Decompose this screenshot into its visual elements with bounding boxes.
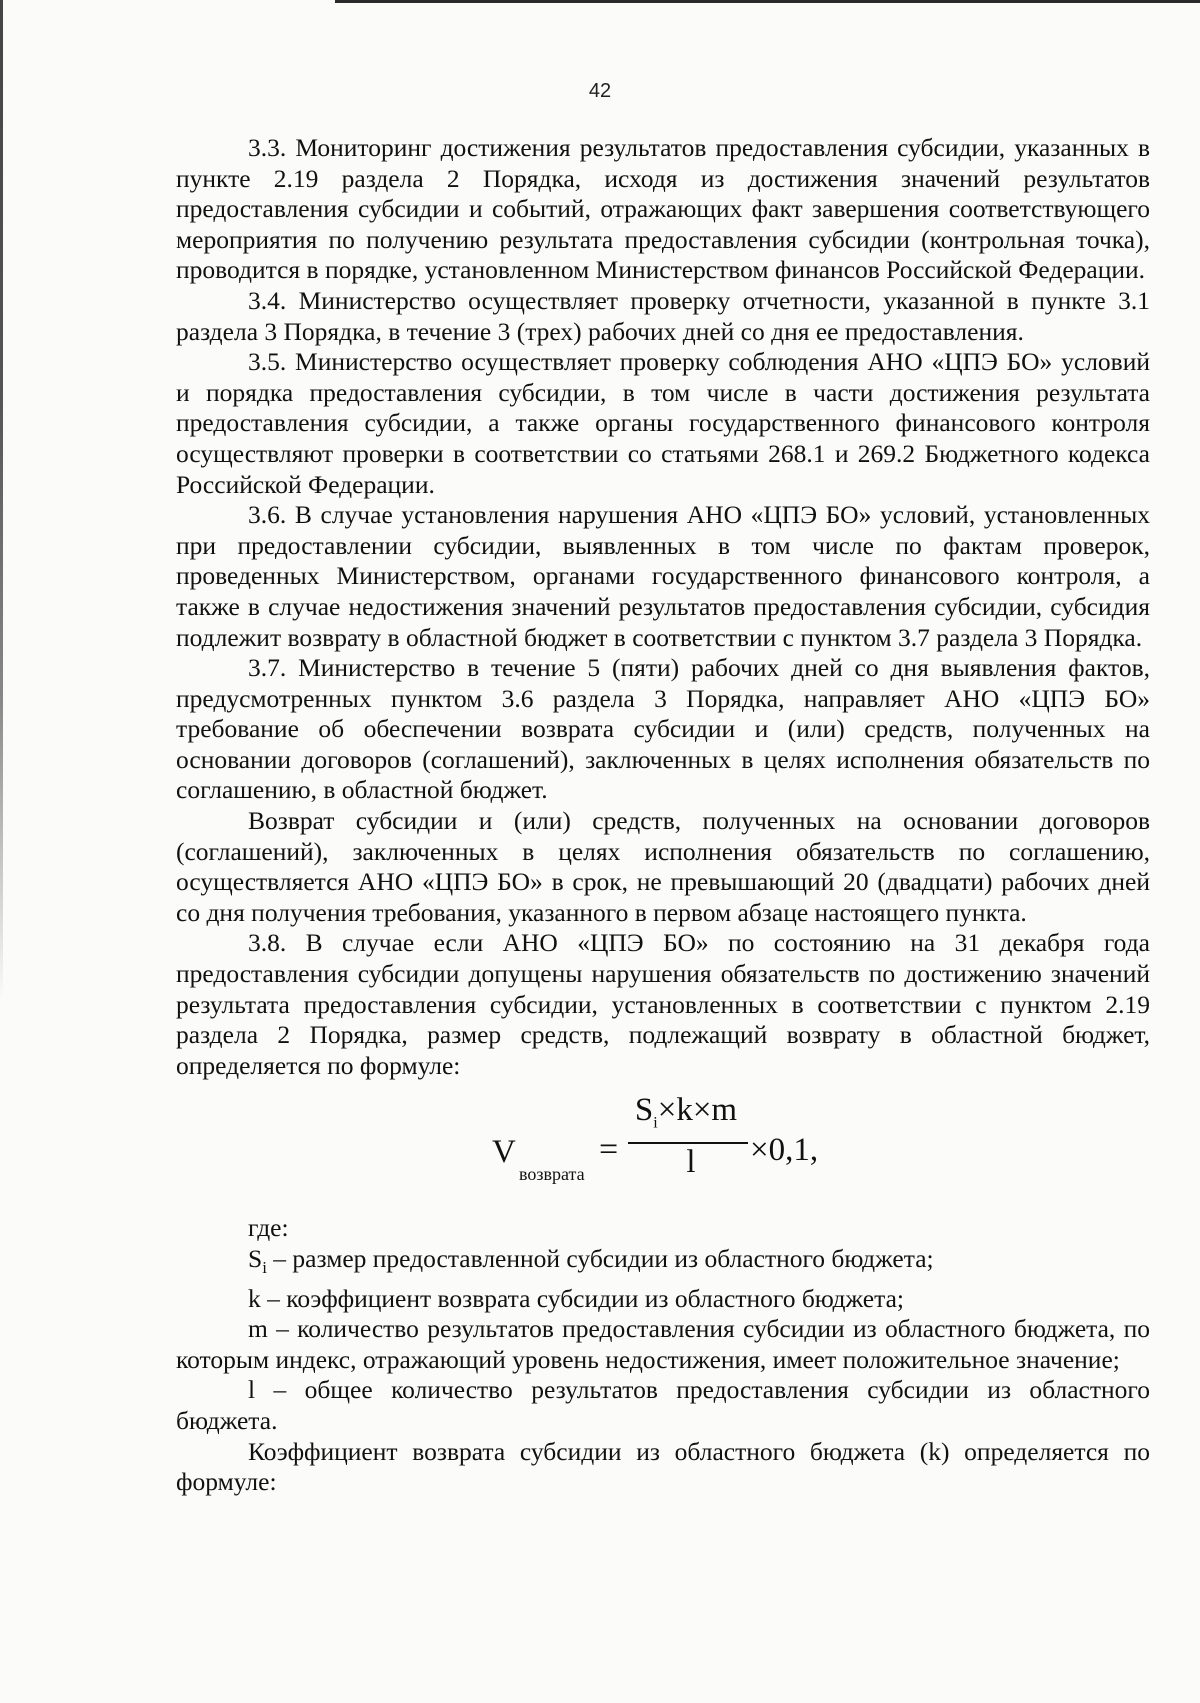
closing-paragraph: Коэффициент возврата субсидии из областного бюджета (k) определяется по формуле: (176, 1436, 1150, 1497)
formula-tail: ×0,1, (750, 1132, 819, 1169)
definition-si-symbol: S (248, 1244, 263, 1273)
return-formula (176, 1092, 1150, 1213)
paragraph-3-6: 3.6. В случае установления нарушения АНО «ЦПЭ БО» условий, установленных при предоставлении субсидии, выявленных в том числе по фактам проверок, проведенных Министерством, органами государственного финансового контроля, а также в случае недостижения значений результатов предоставления субсидии, субсидия подлежит возврату в областной бюджет в соответствии с пунктом 3.7 раздела 3 Порядка. (176, 500, 1150, 652)
definition-m: m – количество результатов предоставления субсидии из областного бюджета, по которым индекс, отражающий уровень недостижения, имеет положительное значение; (176, 1314, 1150, 1374)
formula-numerator (631, 1092, 741, 1139)
document-body (176, 133, 1150, 1498)
definition-si (176, 1244, 1150, 1284)
formula-numerator-s: S (634, 1092, 654, 1129)
paragraph-3-3: 3.3. Мониторинг достижения результатов предоставления субсидии, указанных в пункте 2.19 раздела 2 Порядка, исходя из достижения значений результатов предоставления субсидии и событий, отражающих факт завершения соответствующего мероприятия по получению результата предоставления субсидии (контрольная точка), проводится в порядке, установленном Министерством финансов Российской Федерации. (176, 133, 1150, 285)
paragraph-3-5: 3.5. Министерство осуществляет проверку соблюдения АНО «ЦПЭ БО» условий и порядка предоставления субсидии, в том числе в части достижения результата предоставления субсидии, а также органы государственного финансового контроля осуществляют проверки в соответствии со статьями 268.1 и 269.2 Бюджетного кодекса Российской Федерации. (176, 347, 1150, 499)
paragraph-3-7: 3.7. Министерство в течение 5 (пяти) рабочих дней со дня выявления фактов, предусмотренных пунктом 3.6 раздела 3 Порядка, направляет АНО «ЦПЭ БО» требование об обеспечении возврата субсидии и (или) средств, полученных на основании договоров (соглашений), заключенных в целях исполнения обязательств по соглашению, в областной бюджет. (176, 653, 1150, 805)
definition-k: k – коэффициент возврата субсидии из областного бюджета; (248, 1283, 904, 1313)
page-number: 42 (588, 80, 612, 102)
definition-l: l – общее количество результатов предоставления субсидии из областного бюджета. (176, 1375, 1150, 1436)
formula-lhs-subscript: возврата (519, 1164, 585, 1185)
definition-si-text: – размер предоставленной субсидии из областного бюджета; (266, 1244, 934, 1273)
formula-denominator: l (686, 1144, 696, 1181)
scan-edge-top (335, 0, 1200, 3)
formula-equals: = (599, 1131, 619, 1169)
paragraph-3-8: 3.8. В случае если АНО «ЦПЭ БО» по состоянию на 31 декабря года предоставления субсидии допущены нарушения обязательств по достижению значений результата предоставления субсидии, установленных в соответствии с пунктом 2.19 раздела 2 Порядка, размер средств, подлежащий возврату в областной бюджет, определяется по формуле: (176, 928, 1150, 1080)
scan-edge-left (0, 0, 3, 1000)
where-label: где: (248, 1213, 289, 1243)
paragraph-3-7-return: Возврат субсидии и (или) средств, полученных на основании договоров (соглашений), заключенных в целях исполнения обязательств по соглашению, осуществляется АНО «ЦПЭ БО» в срок, не превышающий 20 (двадцати) рабочих дней со дня получения требования, указанного в первом абзаце настоящего пункта. (176, 806, 1150, 927)
definition-si-sub: i (262, 1258, 267, 1278)
paragraph-3-4: 3.4. Министерство осуществляет проверку отчетности, указанной в пункте 3.1 раздела 3 Порядка, в течение 3 (трех) рабочих дней со дня ее предоставления. (176, 285, 1150, 346)
formula-numerator-rest: ×k×m (657, 1092, 738, 1129)
formula-lhs: V (492, 1134, 516, 1171)
formula-numerator-s-sub: i (653, 1115, 658, 1132)
